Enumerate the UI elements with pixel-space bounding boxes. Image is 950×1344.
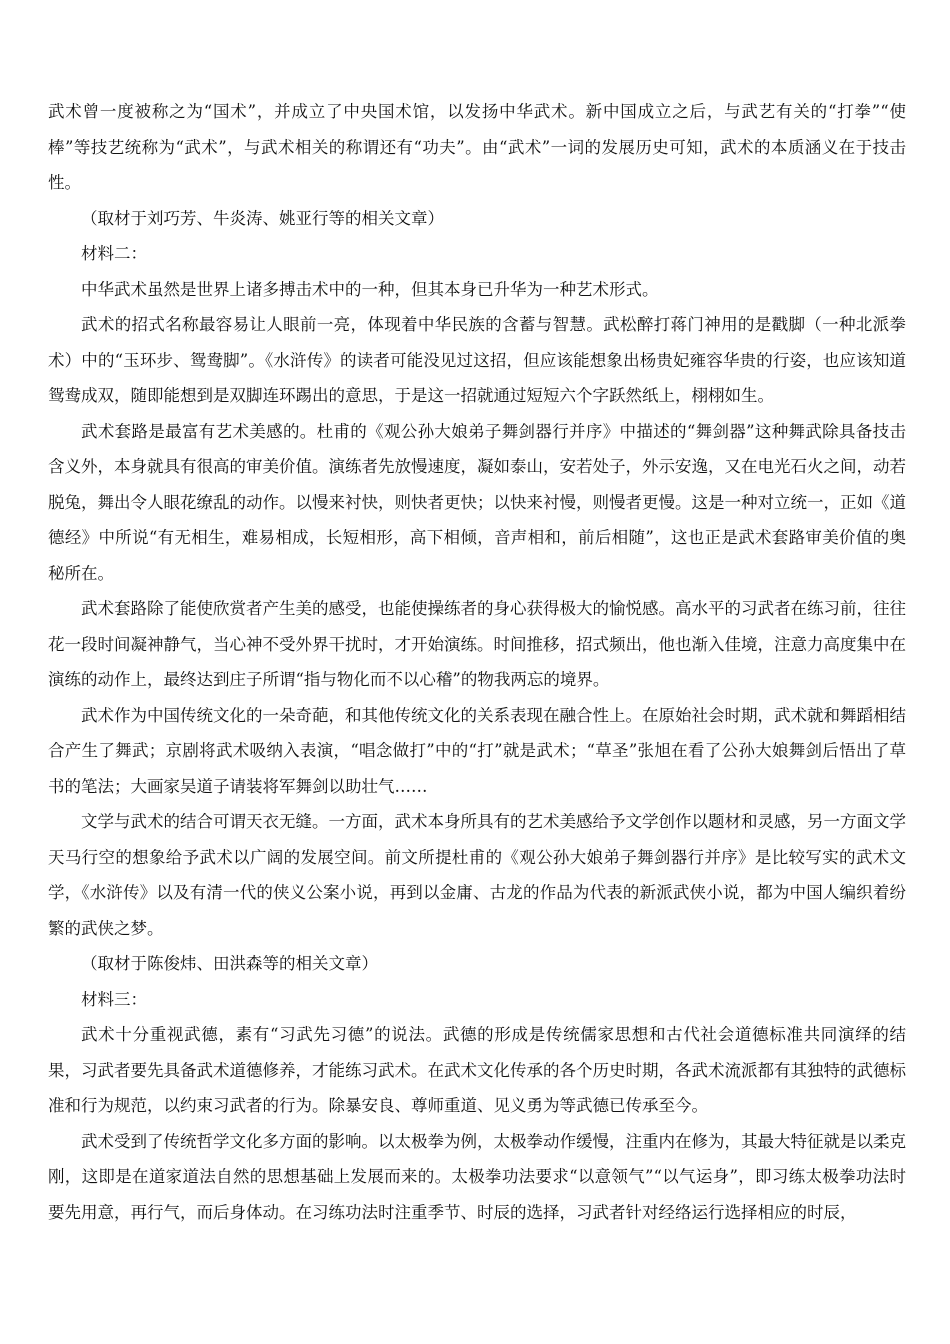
source-note-two: （取材于陈俊炜、田洪森等的相关文章） <box>81 954 378 973</box>
section-heading-material-three: 材料三： <box>81 989 147 1009</box>
paragraph-philosophy-taiji: 武术受到了传统哲学文化多方面的影响。以太极拳为例，太极拳动作缓慢，注重内在修为，其最大特征就是以柔克刚，这即是在道家道法自然的思想基础上发展而来的。太极拳功法要求“以意领气”“以气运身”，即习练太极拳功法时要先用意，再行气，而后身体动。在习练功法时注重季节、时辰的选择，习武者针对经络运行选择相应的时辰， <box>48 1131 906 1222</box>
paragraph-cultural-fusion: 武术作为中国传统文化的一朵奇葩，和其他传统文化的关系表现在融合性上。在原始社会时期，武术就和舞蹈相结合产生了舞武；京剧将武术吸纳入表演，“唱念做打”中的“打”就是武术；“草圣”张旭在看了公孙大娘舞剑后悟出了草书的笔法；大画家吴道子请装将军舞剑以助壮气…… <box>48 705 906 796</box>
paragraph-practitioner-joy: 武术套路除了能使欣赏者产生美的感受，也能使操练者的身心获得极大的愉悦感。高水平的习武者在练习前，往往花一段时间凝神静气，当心神不受外界干扰时，才开始演练。时间推移，招式频出，他也渐入佳境，注意力高度集中在演练的动作上，最终达到庄子所谓“指与物化而不以心稽”的物我两忘的境界。 <box>48 599 906 689</box>
article-body <box>48 94 906 1230</box>
paragraph-art-form: 中华武术虽然是世界上诸多搏击术中的一种，但其本身已升华为一种艺术形式。 <box>81 279 659 299</box>
source-note-one: （取材于刘巧芳、牛炎涛、姚亚行等的相关文章） <box>81 208 444 228</box>
paragraph-move-names: 武术的招式名称最容易让人眼前一亮，体现着中华民族的含蓄与智慧。武松醉打蒋门神用的是戳脚（一种北派拳术）中的“玉环步、鸳鸯脚”。《水浒传》的读者可能没见过这招，但应该能想象出杨贵妃雍容华贵的行姿，也应该知道鸳鸯成双，随即能想到是双脚连环踢出的意思，于是这一招就通过短短六个字跃然纸上，栩栩如生。 <box>48 315 906 405</box>
paragraph-material-one-end: 武术曾一度被称之为“国术”，并成立了中央国术馆，以发扬中华武术。新中国成立之后，与武艺有关的“打拳”“使棒”等技艺统称为“武术”，与武术相关的称谓还有“功夫”。由“武术”一词的发展历史可知，武术的本质涵义在于技击性。 <box>48 102 906 192</box>
paragraph-literature: 文学与武术的结合可谓天衣无缝。一方面，武术本身所具有的艺术美感给予文学创作以题材和灵感，另一方面文学天马行空的想象给予武术以广阔的发展空间。前文所提杜甫的《观公孙大娘弟子舞剑器行并序》是比较写实的武术文学，《水浒传》以及有清一代的侠义公案小说，再到以金庸、古龙的作品为代表的新派武侠小说，都为中国人编织着纷繁的武侠之梦。 <box>48 812 906 938</box>
paragraph-martial-virtue: 武术十分重视武德，素有“习武先习德”的说法。武德的形成是传统儒家思想和古代社会道德标准共同演绎的结果，习武者要先具备武术道德修养，才能练习武术。在武术文化传承的各个历史时期，各武术流派都有其独特的武德标准和行为规范，以约束习武者的行为。除暴安良、尊师重道、见义勇为等武德已传承至今。 <box>48 1025 906 1115</box>
section-heading-material-two: 材料二： <box>81 244 147 263</box>
paragraph-routines-aesthetics: 武术套路是最富有艺术美感的。杜甫的《观公孙大娘弟子舞剑器行并序》中描述的“舞剑器”这种舞武除具备技击含义外，本身就具有很高的审美价值。演练者先放慢速度，凝如泰山，安若处子，外示安逸，又在电光石火之间，动若脱兔，舞出令人眼花缭乱的动作。以慢来衬快，则快者更快；以快来衬慢，则慢者更慢。这是一种对立统一，正如《道德经》中所说“有无相生，难易相成，长短相形，高下相倾，音声相和，前后相随”，这也正是武术套路审美价值的奥秘所在。 <box>48 421 906 583</box>
